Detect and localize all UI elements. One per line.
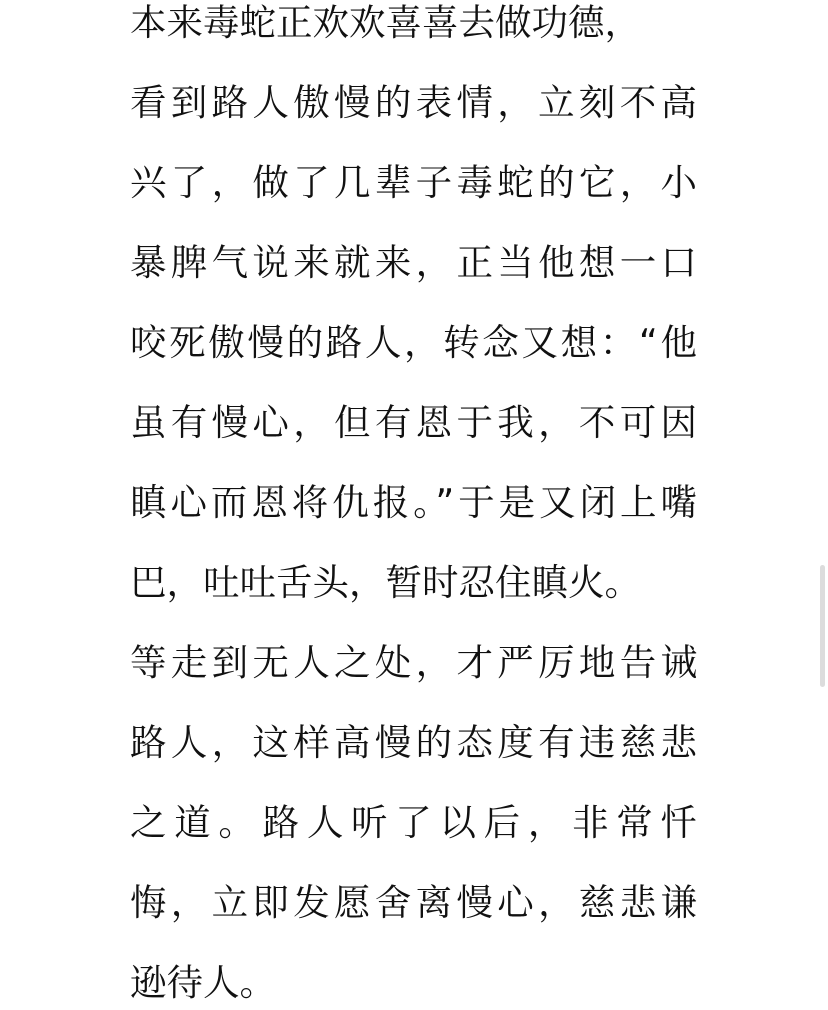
text-line: 悔，立即发愿舍离慢心，慈悲谦 <box>130 881 697 924</box>
text-line: 等走到无人之处，才严厉地告诫 <box>130 641 697 684</box>
text-line: 咬死傲慢的路人，转念又想：“他 <box>130 321 697 364</box>
text-line: 巴，吐吐舌头，暂时忍住瞋火。 <box>130 561 641 604</box>
text-line: 兴了，做了几辈子毒蛇的它，小 <box>130 161 697 204</box>
text-line: 暴脾气说来就来，正当他想一口 <box>130 241 697 284</box>
text-line: 路人，这样高慢的态度有违慈悲 <box>130 721 697 764</box>
text-line: 瞋心而恩将仇报。”于是又闭上嘴 <box>130 481 697 524</box>
text-line: 之道。路人听了以后，非常忏 <box>130 801 697 844</box>
text-line: 本来毒蛇正欢欢喜喜去做功德， <box>130 1 641 44</box>
text-line: 虽有慢心，但有恩于我，不可因 <box>130 401 697 444</box>
text-line: 看到路人傲慢的表情，立刻不高 <box>130 81 697 124</box>
scrollbar-thumb[interactable] <box>820 565 825 687</box>
text-line: 逊待人。 <box>130 961 276 1004</box>
